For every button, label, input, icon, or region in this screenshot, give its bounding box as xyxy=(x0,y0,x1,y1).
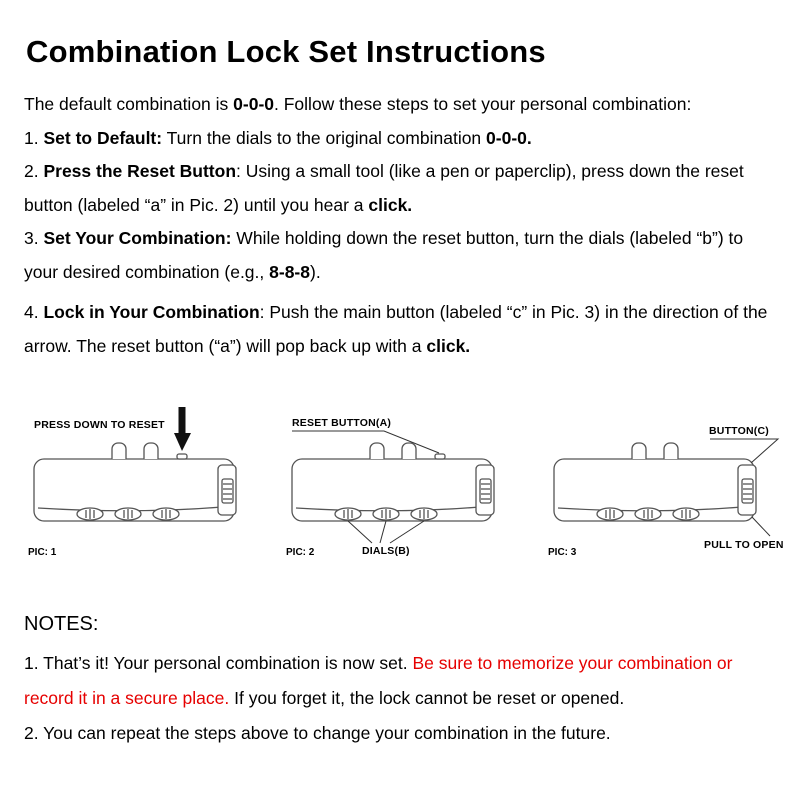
text-segment: Turn the dials to the original combination xyxy=(162,127,487,148)
label-press-down-to-reset: PRESS DOWN TO RESET xyxy=(34,419,165,431)
pic-2-caption: PIC: 2 xyxy=(286,547,315,558)
pic-3-caption: PIC: 3 xyxy=(548,547,577,558)
text-segment: : Push the main button (labeled “c” in Pic. 3) in the direction of the arrow. The reset button (“a”) will pop back up with a xyxy=(24,302,768,356)
intro-paragraph xyxy=(24,88,778,122)
figure-pic-1 xyxy=(26,395,266,587)
text-segment: . Follow these steps to set your personal combination: xyxy=(274,94,692,114)
text-segment: 2. xyxy=(24,161,44,181)
label-dials-b: DIALS(B) xyxy=(362,545,410,557)
text-segment: 0-0-0 xyxy=(233,94,275,114)
warning-text: Be sure to memorize your combination or record it in a secure place. xyxy=(24,653,733,708)
text-segment: click. xyxy=(368,194,413,215)
text-segment: Press the Reset Button xyxy=(43,161,237,181)
text-segment: 0-0-0. xyxy=(486,127,532,148)
notes-section xyxy=(24,613,778,751)
diagram-row xyxy=(24,395,784,587)
instruction-steps xyxy=(24,88,778,363)
label-pull-to-open: PULL TO OPEN xyxy=(704,539,784,551)
text-segment: 4. xyxy=(24,302,44,322)
lock-diagram-pic-3 xyxy=(546,395,786,587)
pic-1-caption: PIC: 1 xyxy=(28,547,57,558)
text-segment: : Using a small tool (like a pen or paperclip), press down the reset button (labeled “a” in Pic. 2) until you hear a xyxy=(24,161,744,215)
step-3 xyxy=(24,222,778,289)
text-segment: 3. xyxy=(24,228,44,248)
text-segment: Set Your Combination: xyxy=(43,228,232,248)
step-4 xyxy=(24,296,778,363)
text-segment: 1. That’s it! Your personal combination is now set. xyxy=(24,653,413,673)
note-2 xyxy=(24,716,778,751)
text-segment: 8-8-8 xyxy=(269,261,310,282)
page-title: Combination Lock Set Instructions xyxy=(26,34,546,69)
text-segment: 1. xyxy=(24,127,44,148)
text-segment: 2. You can repeat the steps above to change your combination in the future. xyxy=(24,723,611,743)
step-1 xyxy=(24,122,778,156)
figure-pic-2 xyxy=(284,395,524,587)
text-segment: If you forget it, the lock cannot be reset or opened. xyxy=(229,688,625,708)
step-2 xyxy=(24,155,778,222)
text-segment: Set to Default: xyxy=(43,127,163,148)
figure-pic-3 xyxy=(546,395,786,587)
label-reset-button-a: RESET BUTTON(A) xyxy=(292,417,392,429)
pen-tool-icon xyxy=(174,407,191,451)
text-segment: Lock in Your Combination xyxy=(43,302,260,322)
label-button-c: BUTTON(C) xyxy=(709,425,769,437)
text-segment: click. xyxy=(426,335,471,356)
text-segment: The default combination is xyxy=(24,94,234,114)
text-segment: While holding down the reset button, turn the dials (labeled “b”) to your desired combination (e.g., xyxy=(24,228,744,282)
notes-heading: NOTES: xyxy=(24,613,99,635)
text-segment: ). xyxy=(310,261,321,282)
note-1 xyxy=(24,646,778,716)
